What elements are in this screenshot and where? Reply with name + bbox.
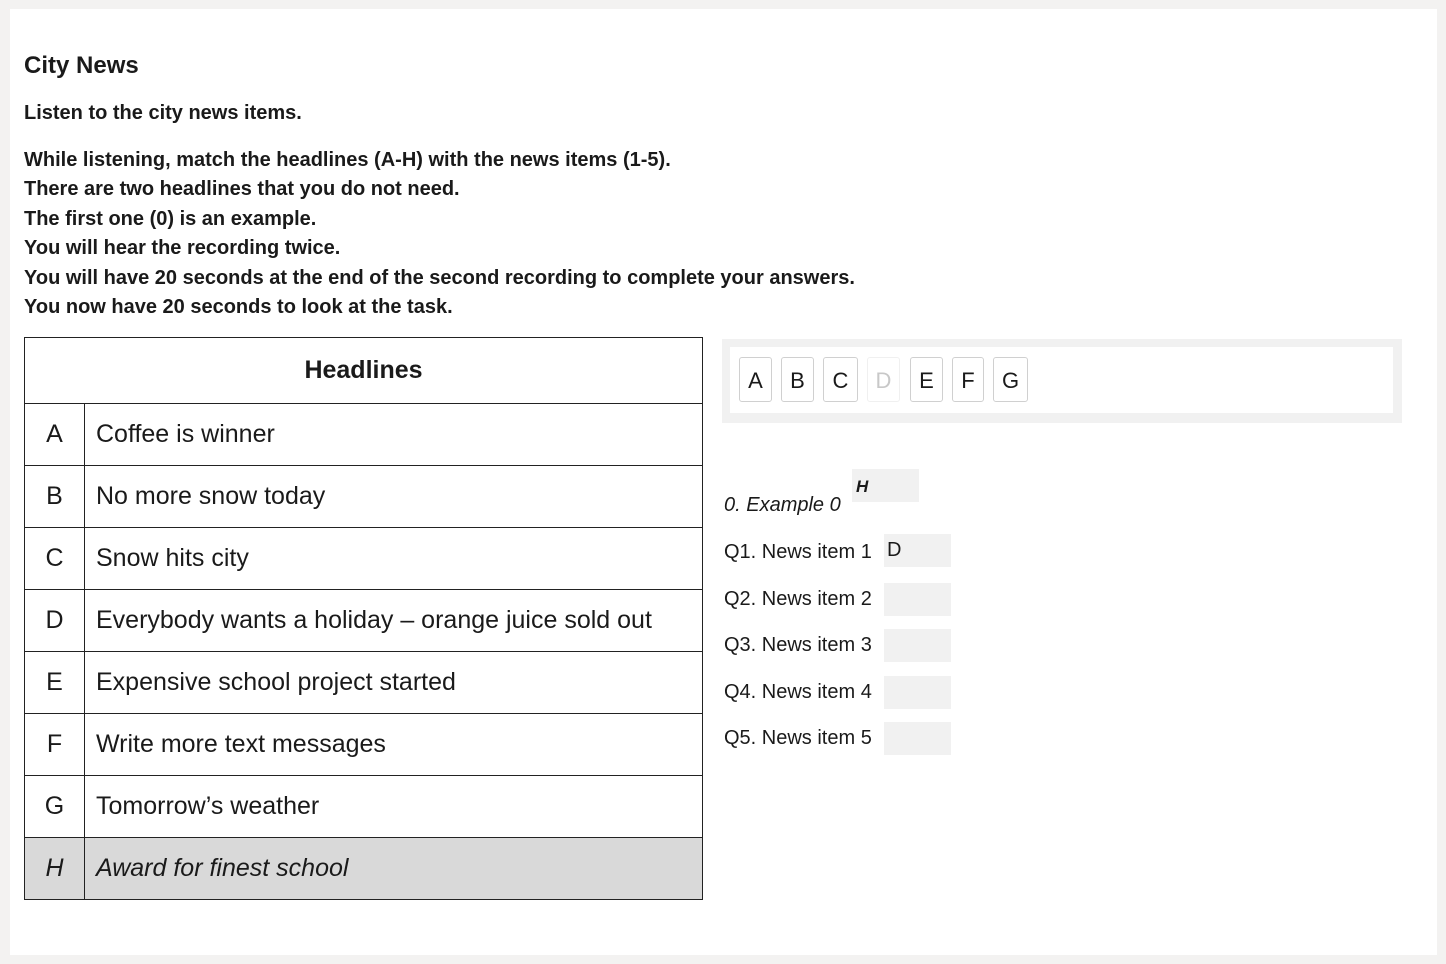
answer-drop-slot-q2[interactable] (884, 583, 951, 616)
token-f[interactable]: F (952, 357, 984, 402)
headlines-table (24, 337, 703, 900)
headlines-header-row (25, 338, 703, 404)
headline-text: Award for finest school (85, 838, 703, 900)
headline-row-d (25, 590, 703, 652)
headline-text: Everybody wants a holiday – orange juice sold out (85, 590, 703, 652)
headline-text: Tomorrow’s weather (85, 776, 703, 838)
headline-letter: E (25, 652, 85, 714)
token-g[interactable]: G (993, 357, 1028, 402)
instructions (24, 146, 855, 322)
answer-token-tray (722, 339, 1402, 423)
task-page (10, 9, 1437, 955)
headlines-header: Headlines (25, 338, 703, 404)
instruction-line: The first one (0) is an example. (24, 207, 317, 230)
headline-text: Expensive school project started (85, 652, 703, 714)
page-title: City News (24, 52, 139, 79)
headline-row-c (25, 528, 703, 590)
token-tray-inner (730, 347, 1393, 413)
headline-text: Coffee is winner (85, 404, 703, 466)
answer-drop-slot-q4[interactable] (884, 676, 951, 709)
token-e[interactable]: E (910, 357, 943, 402)
headline-letter: F (25, 714, 85, 776)
answer-label: Q1. News item 1 (724, 541, 872, 563)
instruction-line: You now have 20 seconds to look at the task. (24, 296, 453, 319)
headline-row-g (25, 776, 703, 838)
answer-label: 0. Example 0 (724, 494, 841, 516)
token-a[interactable]: A (739, 357, 772, 402)
headline-text: No more snow today (85, 466, 703, 528)
instruction-line: There are two headlines that you do not need. (24, 178, 460, 201)
answer-label: Q5. News item 5 (724, 727, 872, 749)
token-b[interactable]: B (781, 357, 814, 402)
headline-row-h-example (25, 838, 703, 900)
answer-drop-slot-q3[interactable] (884, 629, 951, 662)
headline-letter: B (25, 466, 85, 528)
answer-drop-slot-q5[interactable] (884, 722, 951, 755)
headline-letter: C (25, 528, 85, 590)
headline-letter: A (25, 404, 85, 466)
answer-label: Q2. News item 2 (724, 588, 872, 610)
headline-letter: G (25, 776, 85, 838)
instruction-line: You will hear the recording twice. (24, 237, 341, 260)
headline-row-a (25, 404, 703, 466)
instruction-line: You will have 20 seconds at the end of the second recording to complete your answers. (24, 266, 855, 289)
headline-letter: D (25, 590, 85, 652)
answer-label: Q4. News item 4 (724, 681, 872, 703)
answer-drop-slot-example: H (852, 469, 919, 502)
instruction-line: While listening, match the headlines (A-H) with the news items (1-5). (24, 149, 671, 171)
headline-row-e (25, 652, 703, 714)
headline-text: Write more text messages (85, 714, 703, 776)
lead-text: Listen to the city news items. (24, 102, 302, 124)
headline-row-b (25, 466, 703, 528)
headline-text: Snow hits city (85, 528, 703, 590)
answer-label: Q3. News item 3 (724, 634, 872, 656)
answer-drop-slot-q1[interactable]: D (884, 534, 951, 567)
headline-letter: H (25, 838, 85, 900)
headline-row-f (25, 714, 703, 776)
token-c[interactable]: C (823, 357, 858, 402)
token-d-used: D (867, 357, 900, 402)
